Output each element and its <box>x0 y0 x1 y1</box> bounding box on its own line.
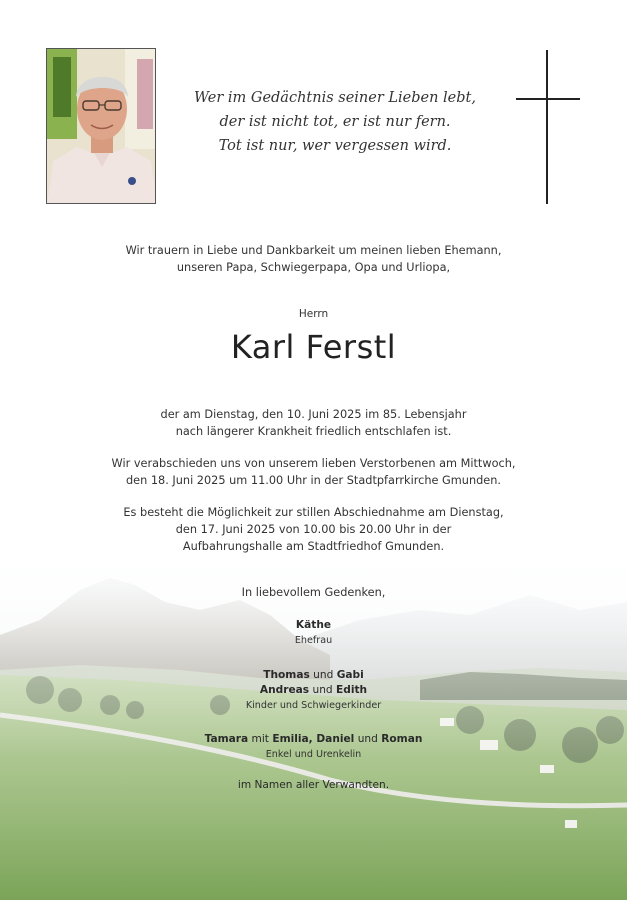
funeral-line: den 18. Juni 2025 um 11.00 Uhr in der Stadtpfarrkirche Gmunden. <box>126 474 501 487</box>
child-name: Andreas <box>259 684 310 696</box>
child-name: Edith <box>336 684 368 696</box>
remembrance-line <box>0 584 627 601</box>
family-closing <box>0 778 627 793</box>
viewing-line: Aufbahrungshalle am Stadtfriedhof Gmunden. <box>182 540 445 553</box>
motto-line: Wer im Gedächtnis seiner Lieben lebt, <box>194 90 476 106</box>
viewing-notice <box>0 504 627 555</box>
grandchild-name: Tamara <box>204 733 249 745</box>
conjunction: und <box>313 669 334 681</box>
conjunction: und <box>312 684 333 696</box>
viewing-line: Es besteht die Möglichkeit zur stillen Abschiednahme am Dienstag, <box>123 506 504 519</box>
remembrance-text: In liebevollem Gedenken, <box>241 586 386 599</box>
grandchild-name: Emilia, Daniel <box>272 733 355 745</box>
family-spouse <box>0 618 627 648</box>
funeral-notice <box>0 455 627 489</box>
spouse-role: Ehefrau <box>294 635 333 646</box>
death-notice <box>0 406 627 440</box>
cross-icon-bar <box>516 98 580 100</box>
motto-line: der ist nicht tot, er ist nur fern. <box>219 114 451 130</box>
death-notice-line: nach längerer Krankheit friedlich entschlafen ist. <box>175 425 452 438</box>
memorial-motto <box>180 86 490 158</box>
intro-text <box>0 242 627 276</box>
spouse-name: Käthe <box>295 619 332 631</box>
family-grandchildren <box>0 732 627 762</box>
closing-text: im Namen aller Verwandten. <box>237 779 390 791</box>
intro-line: Wir trauern in Liebe und Dankbarkeit um meinen lieben Ehemann, <box>125 244 502 257</box>
family-children <box>0 668 627 713</box>
children-role: Kinder und Schwiegerkinder <box>245 700 382 711</box>
conjunction: und <box>357 733 378 745</box>
portrait-photo <box>46 48 156 204</box>
funeral-line: Wir verabschieden uns von unserem lieben Verstorbenen am Mittwoch, <box>111 457 516 470</box>
portrait-image <box>47 49 156 204</box>
death-notice-line: der am Dienstag, den 10. Juni 2025 im 85. Lebensjahr <box>160 408 467 421</box>
deceased-name: Karl Ferstl <box>230 328 397 366</box>
grandchild-name: Roman <box>381 733 423 745</box>
motto-line: Tot ist nur, wer vergessen wird. <box>218 138 452 154</box>
child-name: Gabi <box>336 669 364 681</box>
salutation: Herrn <box>298 308 329 320</box>
cross-icon <box>546 50 548 204</box>
conjunction: mit <box>251 733 269 745</box>
viewing-line: den 17. Juni 2025 von 10.00 bis 20.00 Uhr in der <box>175 523 452 536</box>
child-name: Thomas <box>263 669 310 681</box>
grandchildren-role: Enkel und Urenkelin <box>265 749 362 760</box>
intro-line: unseren Papa, Schwiegerpapa, Opa und Urliopa, <box>176 261 451 274</box>
